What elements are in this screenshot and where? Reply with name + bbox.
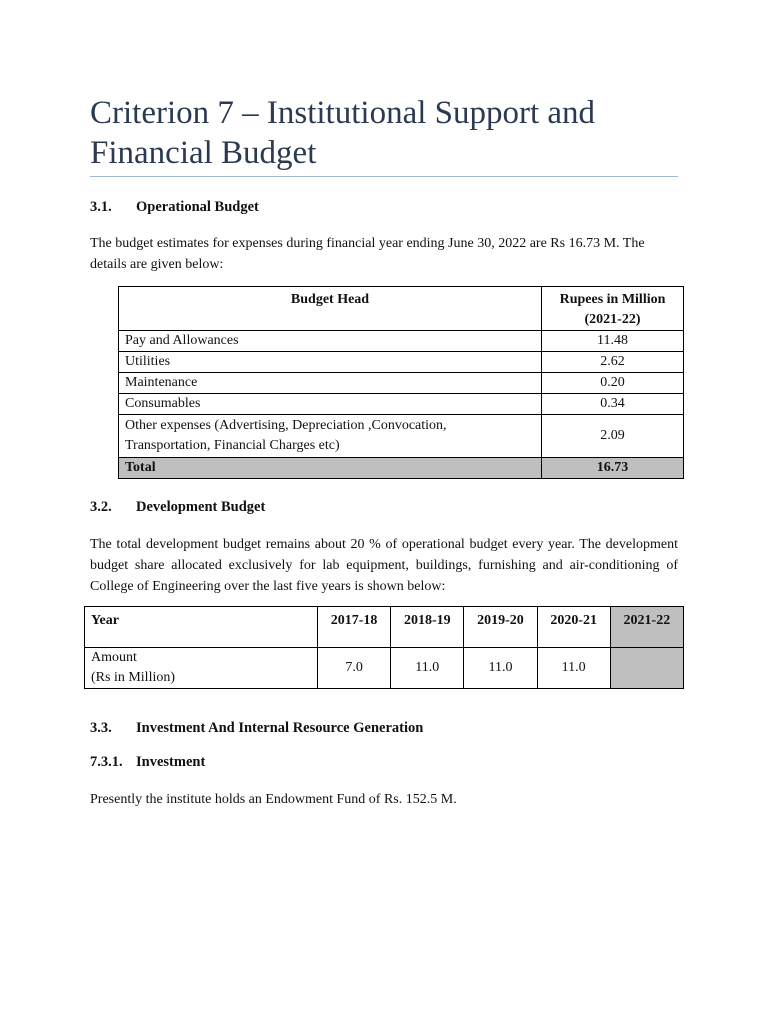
- budget-value-cell: 11.48: [542, 331, 684, 352]
- investment-text: Presently the institute holds an Endowment Fund of Rs. 152.5 M.: [90, 792, 457, 807]
- column-header-rupees-line1: Rupees in Million: [559, 292, 666, 307]
- section-heading-3-1: [90, 199, 259, 216]
- year-cell: 2018-19: [391, 607, 464, 648]
- development-budget-table: [84, 606, 684, 689]
- year-label-cell: Year: [85, 607, 318, 648]
- total-value-cell: 16.73: [542, 458, 684, 479]
- development-budget-text: The total development budget remains about 20 % of operational budget every year. The development budget share allocated exclusively for lab equipment, buildings, furnishing and air-conditioning of College of Engineering over the last five years is shown below:: [90, 537, 678, 594]
- section-title: Development Budget: [136, 499, 266, 515]
- budget-head-line1: Other expenses (Advertising, Depreciation ,Convocation,: [125, 418, 447, 433]
- amount-cell: 11.0: [537, 648, 610, 689]
- table-row: [119, 394, 684, 415]
- amount-cell: 11.0: [464, 648, 537, 689]
- budget-head-cell: Maintenance: [119, 373, 542, 394]
- section-number: 3.1.: [90, 199, 112, 215]
- operational-budget-intro: The budget estimates for expenses during financial year ending June 30, 2022 are Rs 16.73 M. The details are given below:: [90, 236, 645, 272]
- amount-cell: 7.0: [318, 648, 391, 689]
- section-number: 3.3.: [90, 720, 112, 736]
- year-cell: 2020-21: [537, 607, 610, 648]
- section-title: Investment And Internal Resource Generation: [136, 720, 424, 736]
- table-header-row: [119, 287, 684, 331]
- operational-budget-table: [118, 286, 684, 479]
- column-header-rupees: [542, 287, 684, 331]
- column-header-budget-head: Budget Head: [119, 287, 542, 331]
- year-cell: 2019-20: [464, 607, 537, 648]
- amount-cell: [610, 648, 683, 689]
- amount-cell: 11.0: [391, 648, 464, 689]
- amount-label-cell: [85, 648, 318, 689]
- year-cell: 2021-22: [610, 607, 683, 648]
- section-heading-3-2: [90, 499, 265, 516]
- budget-value-cell: 2.62: [542, 352, 684, 373]
- section-title: Investment: [136, 754, 206, 770]
- table-row: [85, 648, 684, 689]
- budget-head-cell: Pay and Allowances: [119, 331, 542, 352]
- budget-head-cell: [119, 415, 542, 458]
- budget-head-line2: Transportation, Financial Charges etc): [125, 438, 340, 453]
- total-label-cell: Total: [119, 458, 542, 479]
- table-total-row: [119, 458, 684, 479]
- section-heading-7-3-1: [90, 754, 205, 771]
- budget-head-cell: Consumables: [119, 394, 542, 415]
- amount-label-line2: (Rs in Million): [91, 670, 176, 685]
- section-title: Operational Budget: [136, 199, 259, 215]
- section-number: 7.3.1.: [90, 754, 123, 770]
- section-number: 3.2.: [90, 499, 112, 515]
- table-row: [119, 331, 684, 352]
- title-divider: [90, 176, 678, 177]
- page-title: Criterion 7 – Institutional Support and Financial Budget: [90, 95, 596, 171]
- table-row: [119, 415, 684, 458]
- column-header-rupees-line2: (2021-22): [584, 312, 641, 327]
- budget-value-cell: 2.09: [542, 415, 684, 458]
- table-row: [119, 373, 684, 394]
- budget-head-cell: Utilities: [119, 352, 542, 373]
- table-row: [119, 352, 684, 373]
- section-heading-3-3: [90, 720, 423, 737]
- amount-label-line1: Amount: [91, 650, 137, 665]
- table-header-row: [85, 607, 684, 648]
- budget-value-cell: 0.20: [542, 373, 684, 394]
- year-cell: 2017-18: [318, 607, 391, 648]
- budget-value-cell: 0.34: [542, 394, 684, 415]
